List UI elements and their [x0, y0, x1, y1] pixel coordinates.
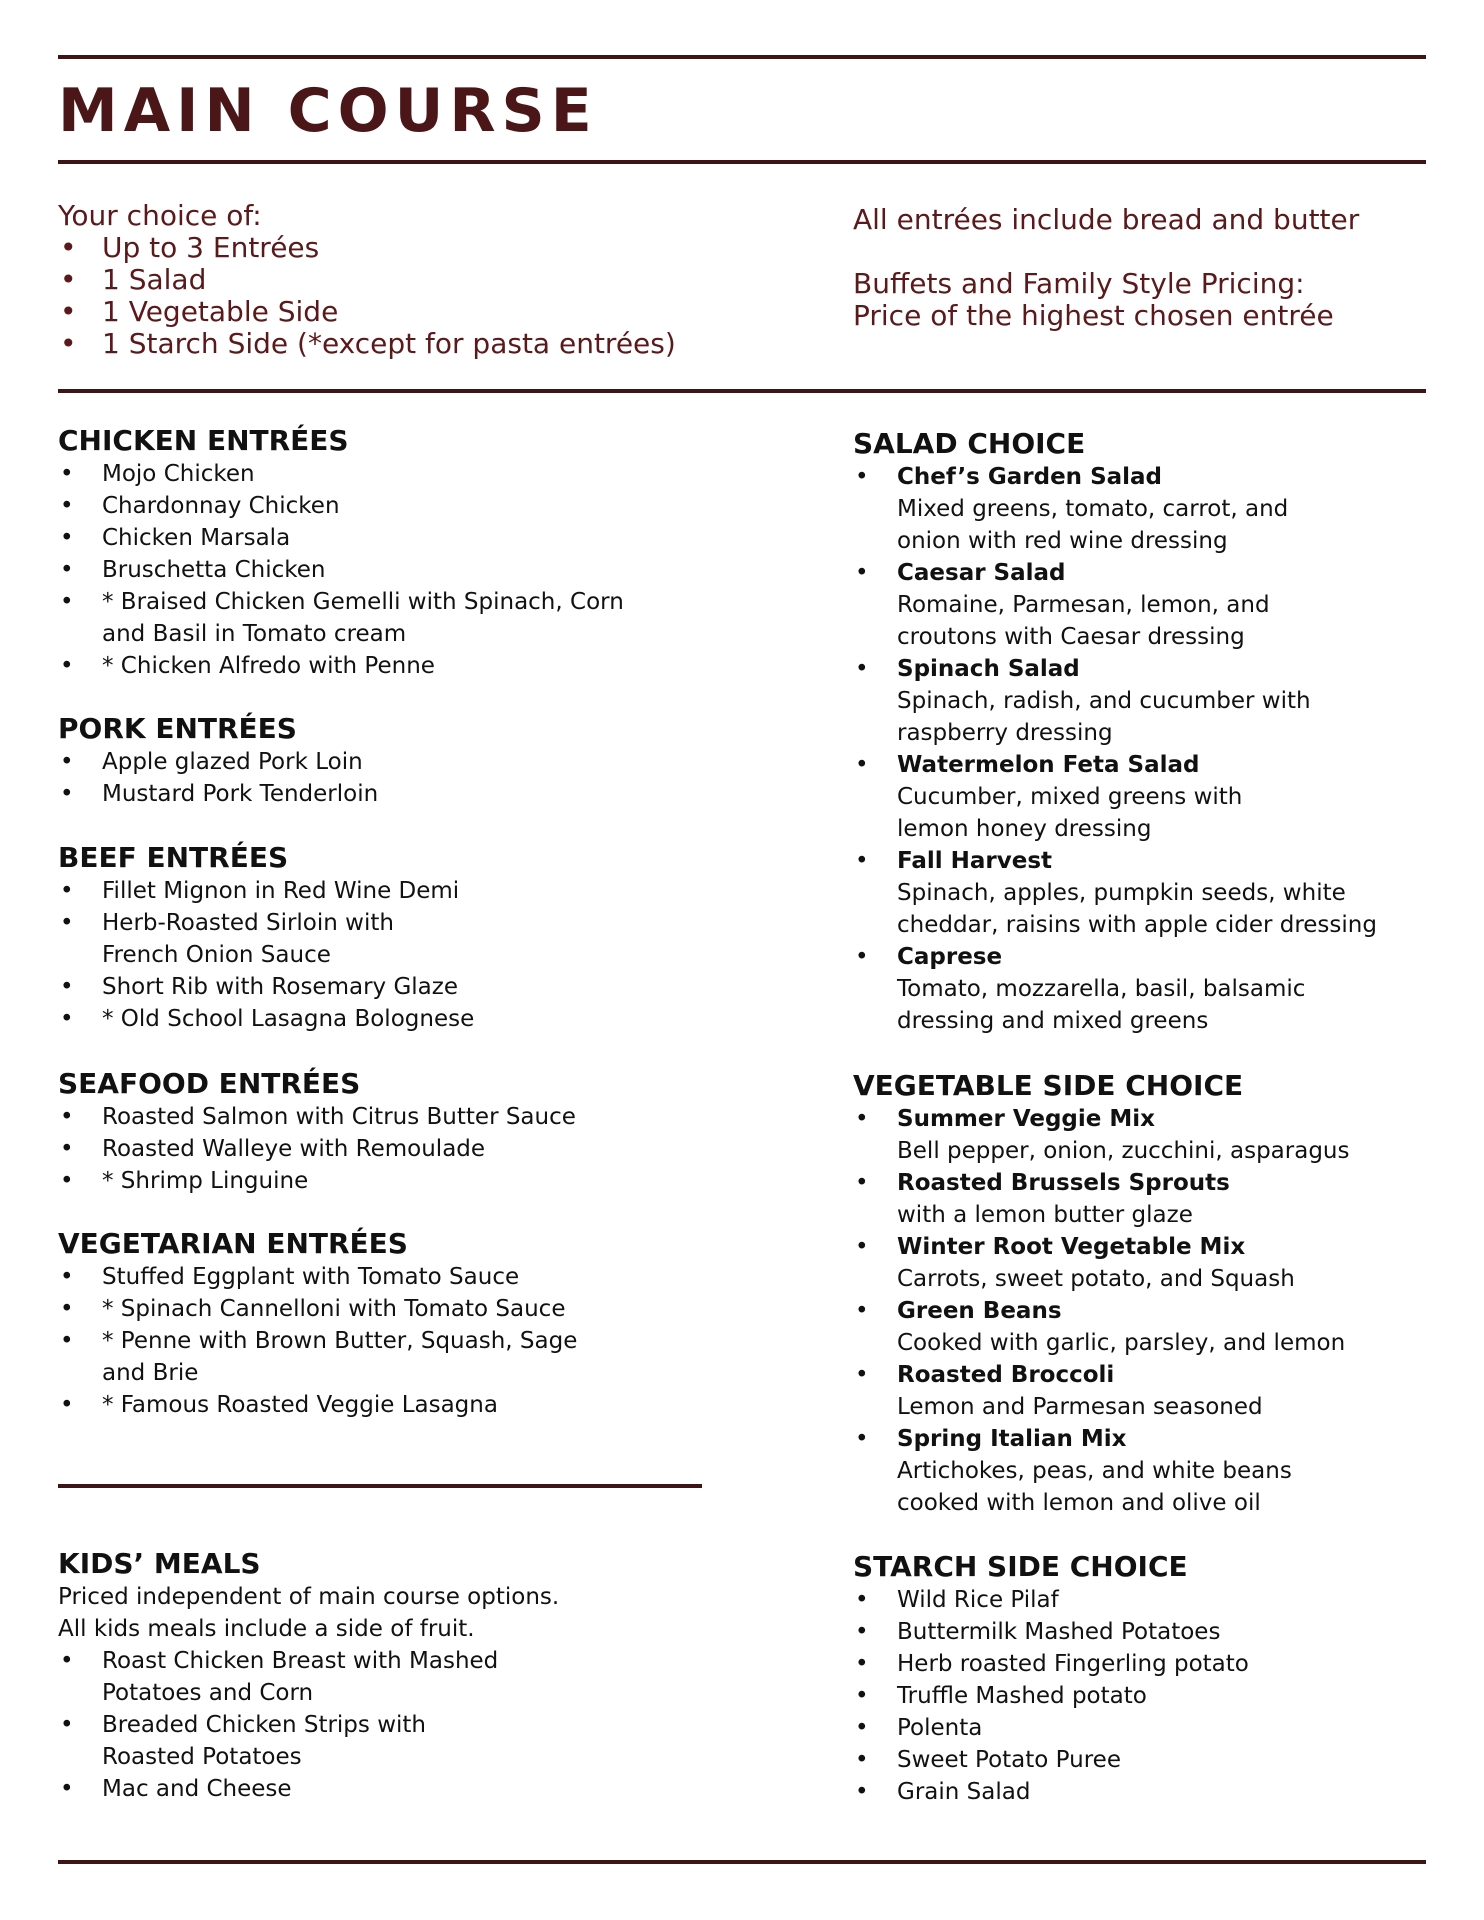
list-item: • * Braised Chicken Gemelli with Spinach, Corn and Basil in Tomato cream	[58, 586, 642, 650]
list-item: • * Shrimp Linguine	[58, 1165, 698, 1197]
list-item: • * Penne with Brown Butter, Squash, Sage and Brie	[58, 1325, 592, 1389]
item-name: • Spring Italian Mix	[897, 1426, 1127, 1452]
pricing-text: Price of the highest chosen entrée	[853, 299, 1334, 332]
salad-heading: SALAD CHOICE	[853, 427, 1086, 460]
seafood-list	[58, 1101, 698, 1197]
list-item: • Sweet Potato Puree	[853, 1744, 1426, 1776]
choices-block	[58, 200, 798, 360]
list-item: • Breaded Chicken Strips with Roasted Potatoes	[58, 1709, 502, 1773]
item-description: Carrots, sweet potato, and Squash	[897, 1266, 1295, 1292]
kids-list	[58, 1645, 698, 1805]
item-name: • Fall Harvest	[897, 848, 1053, 874]
list-item	[853, 845, 1426, 941]
item-description: Spinach, radish, and cucumber with raspberry dressing	[897, 688, 1311, 746]
list-item: • Up to 3 Entrées	[58, 232, 798, 264]
list-item: • Herb roasted Fingerling potato	[853, 1648, 1426, 1680]
kids-intro-2: All kids meals include a side of fruit.	[58, 1616, 475, 1642]
item-description: Spinach, apples, pumpkin seeds, white cheddar, raisins with apple cider dressing	[897, 880, 1377, 938]
item-description: Cooked with garlic, parsley, and lemon	[897, 1330, 1346, 1356]
list-item: • 1 Salad	[58, 264, 798, 296]
kids-section	[58, 1547, 698, 1805]
list-item: • * Old School Lasagna Bolognese	[58, 1003, 678, 1035]
list-item: • Wild Rice Pilaf	[853, 1584, 1426, 1616]
list-item: • Polenta	[853, 1712, 1426, 1744]
pork-list	[58, 746, 678, 810]
item-name: • Spinach Salad	[897, 656, 1080, 682]
section-divider	[58, 389, 1426, 393]
page-title: MAIN COURSE	[58, 76, 598, 146]
kids-divider	[58, 1484, 702, 1488]
item-description: Lemon and Parmesan seasoned	[897, 1394, 1263, 1420]
starch-section	[853, 1550, 1426, 1808]
list-item	[853, 1295, 1426, 1359]
list-item: • 1 Starch Side (*except for pasta entrées)	[58, 328, 798, 360]
item-description: Bell pepper, onion, zucchini, asparagus	[897, 1138, 1350, 1164]
item-name: • Chef’s Garden Salad	[897, 464, 1163, 490]
list-item	[853, 749, 1426, 845]
item-description: Artichokes, peas, and white beans cooked with lemon and olive oil	[897, 1458, 1292, 1516]
item-name: • Caprese	[897, 944, 1003, 970]
top-divider	[58, 55, 1426, 59]
title-divider	[58, 160, 1426, 164]
item-name: • Green Beans	[897, 1298, 1062, 1324]
beef-section	[58, 841, 678, 1035]
item-description: Cucumber, mixed greens with lemon honey dressing	[897, 784, 1243, 842]
beef-heading: BEEF ENTRÉES	[58, 841, 289, 874]
pork-section	[58, 712, 678, 810]
vegetable-heading: VEGETABLE SIDE CHOICE	[853, 1069, 1244, 1102]
salad-list	[853, 461, 1426, 1037]
vegetarian-list	[58, 1261, 698, 1421]
list-item: • Mustard Pork Tenderloin	[58, 778, 678, 810]
list-item	[853, 1423, 1426, 1519]
list-item: • Short Rib with Rosemary Glaze	[58, 971, 678, 1003]
list-item	[853, 557, 1426, 653]
item-name: • Roasted Broccoli	[897, 1362, 1115, 1388]
salad-section	[853, 427, 1426, 1037]
list-item: • Bruschetta Chicken	[58, 554, 678, 586]
list-item	[853, 1359, 1426, 1423]
starch-list	[853, 1584, 1426, 1808]
seafood-heading: SEAFOOD ENTRÉES	[58, 1067, 361, 1100]
item-description: Tomato, mozzarella, basil, balsamic dressing and mixed greens	[897, 976, 1306, 1034]
chicken-section	[58, 424, 678, 682]
item-name: • Caesar Salad	[897, 560, 1066, 586]
list-item	[853, 941, 1426, 1037]
list-item: • Stuffed Eggplant with Tomato Sauce	[58, 1261, 698, 1293]
bottom-divider	[58, 1860, 1426, 1864]
list-item: • Roasted Salmon with Citrus Butter Sauce	[58, 1101, 698, 1133]
list-item: • Roast Chicken Breast with Mashed Potatoes and Corn	[58, 1645, 542, 1709]
seafood-section	[58, 1067, 698, 1197]
vegetable-list	[853, 1103, 1426, 1519]
choices-list	[58, 232, 798, 360]
list-item: • * Famous Roasted Veggie Lasagna	[58, 1389, 698, 1421]
list-item: • Buttermilk Mashed Potatoes	[853, 1616, 1426, 1648]
list-item: • Fillet Mignon in Red Wine Demi	[58, 875, 678, 907]
list-item: • 1 Vegetable Side	[58, 296, 798, 328]
pricing-title: Buffets and Family Style Pricing:	[853, 267, 1305, 300]
vegetable-section	[853, 1069, 1426, 1519]
choices-label: Your choice of:	[58, 199, 262, 232]
list-item: • Apple glazed Pork Loin	[58, 746, 678, 778]
list-item	[853, 1103, 1426, 1167]
list-item: • * Chicken Alfredo with Penne	[58, 650, 678, 682]
list-item	[853, 461, 1426, 557]
list-item	[853, 1231, 1426, 1295]
list-item: • Mojo Chicken	[58, 458, 678, 490]
item-description: Mixed greens, tomato, carrot, and onion with red wine dressing	[897, 496, 1289, 554]
chicken-heading: CHICKEN ENTRÉES	[58, 424, 349, 457]
chicken-list	[58, 458, 678, 682]
item-name: • Winter Root Vegetable Mix	[897, 1234, 1246, 1260]
item-description: with a lemon butter glaze	[897, 1202, 1193, 1228]
kids-heading: KIDS’ MEALS	[58, 1547, 261, 1580]
notes-block	[853, 204, 1426, 332]
list-item: • Truffle Mashed potato	[853, 1680, 1426, 1712]
item-name: • Summer Veggie Mix	[897, 1106, 1155, 1132]
item-description: Romaine, Parmesan, lemon, and croutons with Caesar dressing	[897, 592, 1270, 650]
vegetarian-section	[58, 1227, 698, 1421]
vegetarian-heading: VEGETARIAN ENTRÉES	[58, 1227, 408, 1260]
list-item: • Chardonnay Chicken	[58, 490, 678, 522]
list-item	[853, 1167, 1426, 1231]
bread-note: All entrées include bread and butter	[853, 203, 1360, 236]
kids-intro-1: Priced independent of main course options.	[58, 1584, 560, 1610]
list-item: • Roasted Walleye with Remoulade	[58, 1133, 698, 1165]
list-item: • * Spinach Cannelloni with Tomato Sauce	[58, 1293, 698, 1325]
item-name: • Roasted Brussels Sprouts	[897, 1170, 1230, 1196]
list-item: • Grain Salad	[853, 1776, 1426, 1808]
starch-heading: STARCH SIDE CHOICE	[853, 1550, 1188, 1583]
list-item: • Chicken Marsala	[58, 522, 678, 554]
item-name: • Watermelon Feta Salad	[897, 752, 1200, 778]
list-item	[853, 653, 1426, 749]
list-item: • Mac and Cheese	[58, 1773, 698, 1805]
pork-heading: PORK ENTRÉES	[58, 712, 297, 745]
list-item: • Herb-Roasted Sirloin with French Onion Sauce	[58, 907, 432, 971]
beef-list	[58, 875, 678, 1035]
